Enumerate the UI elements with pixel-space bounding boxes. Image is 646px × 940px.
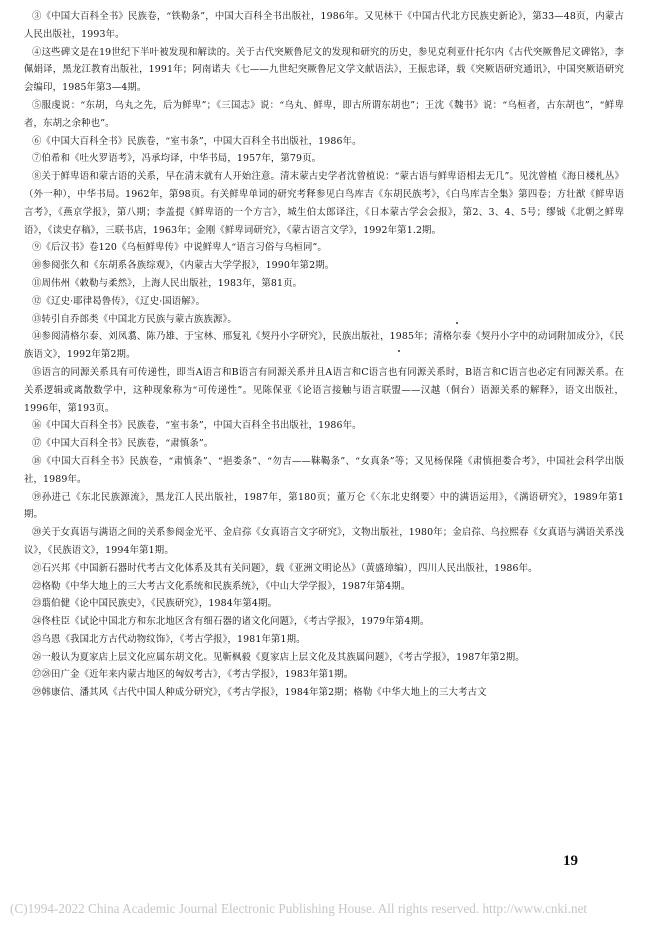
footnote: ⑱《中国大百科全书》民族卷，“肃慎条”、“挹娄条”、“勿吉——靺鞨条”、“女真条”等；又见杨保隆《肃慎挹娄合考》，中国社会科学出版社，1989年。 bbox=[24, 455, 624, 485]
footnotes bbox=[24, 8, 624, 702]
copyright-text: (C)1994-2022 China Academic Journal Electronic Publishing House. All rights reserved. http://www.cnki.net bbox=[10, 901, 588, 916]
footnote: ⑯《中国大百科全书》民族卷，“室韦条”，中国大百科全书出版社，1986年。 bbox=[32, 420, 362, 432]
footnote: ⑲孙进己《东北民族源流》，黑龙江人民出版社，1987年，第180页；董万仑《〈东北史纲要〉中的满语运用》，《满语研究》，1989年第1期。 bbox=[24, 491, 624, 521]
footnote: ⑳关于女真语与满语之间的关系参阅金光平、金启孮《女真语言文字研究》，文物出版社，1980年；金启孮、乌拉熙春《女真语与满语关系浅议》，《民族语文》，1994年第1期。 bbox=[24, 527, 624, 556]
footnote: ⑭参阅清格尔泰、刘凤翥、陈乃雄、于宝林、邢复礼《契丹小字研究》，民族出版社，1985年；清格尔泰《契丹小字中的动词附加成分》，《民族语文》，1992年第2期。 bbox=[24, 331, 624, 361]
footnote: ⑨《后汉书》卷120《乌桓鲜卑传》中说鲜卑人“语言习俗与乌桓同”。 bbox=[32, 242, 327, 254]
footnote: ⑮语言的同源关系具有可传递性，即当A语言和B语言有同源关系并且A语言和C语言也有同源关系时，B语言和C语言也必定有同源关系。在关系逻辑或离散数学中，这种现象称为“可传递性”。见陈保亚《论语言接触与语言联盟——汉越（侗台）语源关系的解释》，语文出版社，1996年，第193页。 bbox=[24, 366, 624, 414]
footnote: ㉖一般认为夏家店上层文化应属东胡文化。见靳枫毅《夏家店上层文化及其族属问题》，《考古学报》，1987年第2期。 bbox=[32, 651, 525, 663]
footnote: ㉗㉘田广金《近年来内蒙古地区的匈奴考古》，《考古学报》，1983年第1期。 bbox=[32, 669, 354, 681]
footnote: ⑤服虔说：“东胡，乌丸之先，后为鲜卑”；《三国志》说：“乌丸、鲜卑，即古所谓东胡也”；王沈《魏书》说：“乌桓者，古东胡也”，“鲜卑者，东胡之余种也”。 bbox=[24, 99, 624, 129]
footnote: ⑫《辽史·耶律曷鲁传》，《辽史·国语解》。 bbox=[32, 295, 206, 307]
footnote: ⑪周伟州《敕勒与柔然》，上海人民出版社，1983年，第81页。 bbox=[32, 277, 303, 289]
footnote: ㉒格勒《中华大地上的三大考古文化系统和民族系统》，《中山大学学报》，1987年第4期。 bbox=[32, 580, 411, 592]
footnote: ⑰《中国大百科全书》民族卷，“肃慎条”。 bbox=[32, 438, 214, 450]
footnote: ④这些碑文是在19世纪下半叶被发现和解读的。关于古代突厥鲁尼文的发现和研究的历史，参见克利亚什托尔内《古代突厥鲁尼文碑铭》，李佩娟译，黑龙江教育出版社，1991年；阿南诺夫《七——九世纪突厥鲁尼文学文献语法》，王振忠译，载《突厥语研究通讯》，中国突厥语研究会编印，1985年第3—4期。 bbox=[24, 46, 624, 94]
copyright-footer bbox=[0, 901, 646, 917]
footnote: ㉔佟柱臣《试论中国北方和东北地区含有细石器的诸文化问题》，《考古学报》，1979年第4期。 bbox=[32, 616, 430, 628]
footnote: ㉙韩康信、潘其风《古代中国人种成分研究》，《考古学报》，1984年第2期；格勒《中华大地上的三大考古文 bbox=[32, 687, 487, 699]
footnote: ⑬转引自乔郎类《中国北方民族与蒙古族族源》。 bbox=[32, 313, 237, 325]
scan-speck bbox=[456, 322, 458, 324]
footnote: ㉓翦伯健《论中国民族史》，《民族研究》，1984年第4期。 bbox=[32, 598, 278, 610]
page-number: 19 bbox=[563, 853, 578, 869]
footnote: ㉕乌恩《我国北方古代动物纹饰》，《考古学报》，1981年第1期。 bbox=[32, 633, 306, 645]
footnote: ⑥《中国大百科全书》民族卷，“室韦条”，中国大百科全书出版社，1986年。 bbox=[32, 135, 362, 147]
footnote: ㉑石兴邦《中国新石器时代考古文化体系及其有关问题》，载《亚洲文明论丛》（黄盛璋编），四川人民出版社，1986年。 bbox=[32, 562, 538, 574]
footnote: ⑦伯希和《吐火罗语考》，冯承均译，中华书局，1957年，第79页。 bbox=[32, 153, 322, 165]
footnote: ⑩参阅张久和《东胡系各族综观》，《内蒙古大学学报》，1990年第2期。 bbox=[32, 260, 335, 272]
footnote: ③《中国大百科全书》民族卷，“铁勒条”，中国大百科全书出版社，1986年。又见林干《中国古代北方民族史新论》，第33—48页，内蒙古人民出版社，1993年。 bbox=[24, 11, 624, 40]
scan-speck bbox=[398, 350, 400, 352]
footnote: ⑧关于鲜卑语和蒙古语的关系，早在清末就有人开始注意。清末蒙古史学者沈曾植说：“蒙古语与鲜卑语相去无几”。见沈曾植《海日楼札丛》（外一种），中华书局。1962年，第98页。有关鲜卑单词的研究考释参见白鸟库吉《东胡民族考》，《白鸟库吉全集》第四卷；方壮猷《鲜卑语言考》，《燕京学报》，第八期；李盖提《鲜卑语的一个方言》，城生伯太郎译注，《日本蒙古学会会报》，第2、3、4、5号；缪钺《北朝之鲜卑语》，《读史存稿》，三联书店，1963年；金刚《鲜卑词研究》，《蒙古语言文学》，1992年第1.2期。 bbox=[24, 171, 624, 236]
